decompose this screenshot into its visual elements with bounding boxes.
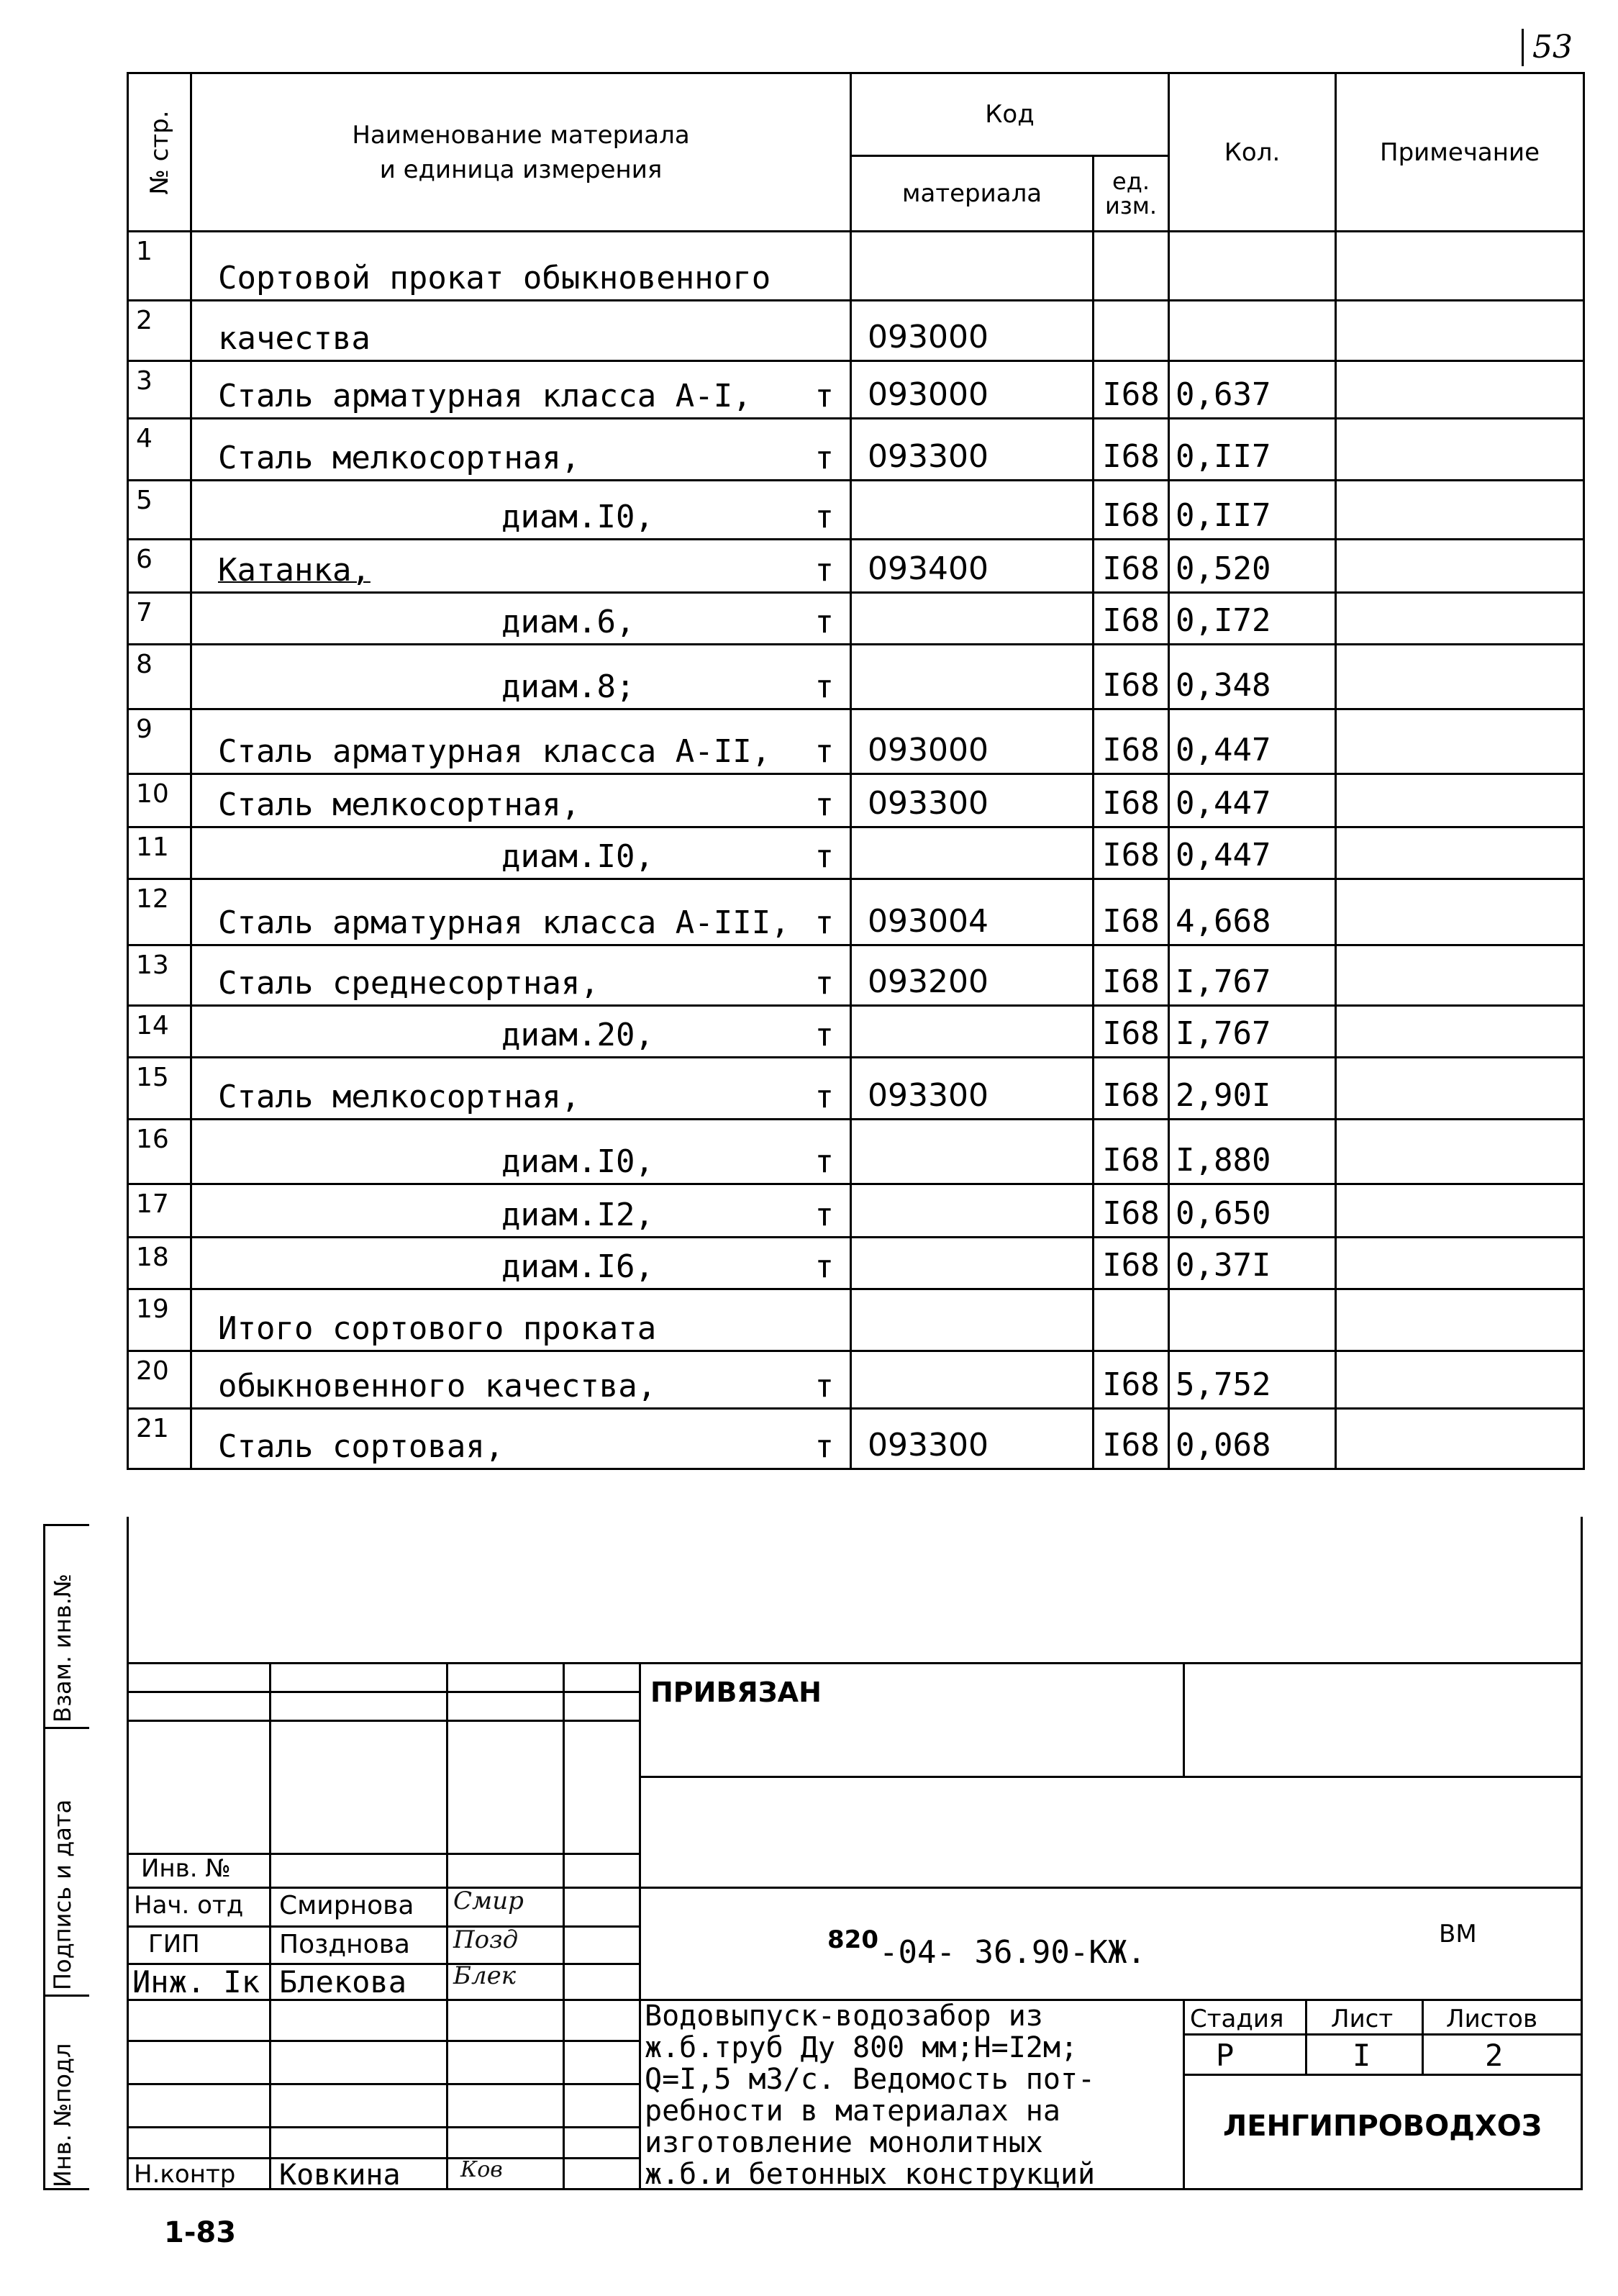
material-name-cell [191, 593, 851, 645]
unit-code: I68 [1094, 1058, 1169, 1120]
note-cell [1336, 1238, 1584, 1289]
material-name: Сталь мелкосортная, [218, 440, 581, 476]
material-unit: т [814, 904, 834, 941]
description-line: Q=I,5 м3/с. Ведомость пот- [645, 2063, 1096, 2096]
material-name-cell [191, 774, 851, 827]
material-name-cell [191, 1058, 851, 1120]
material-unit: т [814, 1368, 834, 1405]
side-divider-1 [43, 1727, 89, 1729]
unit-code: I68 [1094, 361, 1169, 419]
material-name: Итого сортового проката [218, 1310, 657, 1347]
table-row [128, 1058, 1584, 1120]
table-row [128, 774, 1584, 827]
material-name: диам.6, [501, 604, 635, 640]
row-number: 11 [128, 827, 191, 879]
unit-code: I68 [1094, 1351, 1169, 1409]
material-name: диам.I0, [501, 499, 654, 535]
note-cell [1336, 232, 1584, 301]
sheet-value: I [1353, 2038, 1371, 2073]
material-code: 093300 [851, 419, 1094, 481]
unit-code: I68 [1094, 481, 1169, 540]
table-header [128, 73, 1584, 232]
header-qty-text: Кол. [1224, 137, 1281, 167]
material-name-cell [191, 709, 851, 774]
unit-code: I68 [1094, 645, 1169, 709]
note-cell [1336, 1289, 1584, 1351]
tb-vline-sig [563, 1662, 565, 2190]
material-name: Сталь сортовая, [218, 1428, 504, 1465]
table-row [128, 1184, 1584, 1238]
material-name-cell [191, 1289, 851, 1351]
unit-code: I68 [1094, 1184, 1169, 1238]
unit-code: I68 [1094, 945, 1169, 1006]
material-name: диам.I2, [501, 1197, 654, 1233]
material-name-cell [191, 301, 851, 361]
header-row-no-text: № стр. [145, 109, 174, 195]
material-code: 093000 [851, 361, 1094, 419]
role-ncontr: Н.контр [134, 2160, 236, 2189]
page-number-divider [1522, 29, 1524, 66]
page-number: 53 [1532, 29, 1573, 65]
note-cell [1336, 1184, 1584, 1238]
material-name: Сталь арматурная класса А-I, [218, 378, 752, 414]
header-code-text: Код [985, 100, 1035, 129]
header-code-unit-text: ед. изм. [1104, 168, 1158, 219]
table-row [128, 1289, 1584, 1351]
name-gip: Позднова [279, 1930, 410, 1959]
doc-description [645, 2000, 1095, 2190]
material-unit: т [814, 378, 834, 414]
unit-code [1094, 301, 1169, 361]
table-row [128, 645, 1584, 709]
stage-label: Стадия [1190, 2005, 1284, 2033]
material-name-cell [191, 827, 851, 879]
note-cell [1336, 1120, 1584, 1184]
name-nach-otd: Смирнова [279, 1891, 414, 1920]
quantity: 0,348 [1169, 645, 1336, 709]
material-code: 093300 [851, 1409, 1094, 1469]
material-code: 093300 [851, 1058, 1094, 1120]
row-number: 12 [128, 879, 191, 945]
role-nach-otd: Нач. отд [134, 1891, 244, 1920]
quantity: 0,37I [1169, 1238, 1336, 1289]
material-unit: т [814, 1248, 834, 1285]
materials-table [127, 72, 1585, 1469]
doc-code: -04- 36.90-КЖ. [879, 1934, 1146, 1971]
note-cell [1336, 481, 1584, 540]
header-qty [1169, 73, 1336, 232]
table-row [128, 540, 1584, 593]
material-code [851, 1238, 1094, 1289]
inv-no-label: Инв. № [141, 1854, 231, 1883]
quantity [1169, 1289, 1336, 1351]
table-row [128, 232, 1584, 301]
tb-vline-role [269, 1662, 271, 2190]
header-code-unit [1094, 156, 1169, 232]
description-line: изготовление монолитных [645, 2126, 1043, 2159]
tb-line-stage-values [1183, 2074, 1583, 2076]
material-unit: т [814, 965, 834, 1002]
note-cell [1336, 645, 1584, 709]
side-label-inv-podl: Инв. №подл [49, 2043, 76, 2187]
quantity: 0,068 [1169, 1409, 1336, 1469]
material-code: 093000 [851, 301, 1094, 361]
table-row [128, 945, 1584, 1006]
row-number: 20 [128, 1351, 191, 1409]
material-name: Сталь мелкосортная, [218, 786, 581, 823]
table-row [128, 419, 1584, 481]
note-cell [1336, 774, 1584, 827]
material-name-cell [191, 419, 851, 481]
material-name-cell [191, 1120, 851, 1184]
name-ncontr: Ковкина [279, 2159, 401, 2192]
row-number: 15 [128, 1058, 191, 1120]
note-cell [1336, 1351, 1584, 1409]
note-cell [1336, 540, 1584, 593]
material-code [851, 827, 1094, 879]
material-code: 093004 [851, 879, 1094, 945]
quantity: 0,520 [1169, 540, 1336, 593]
quantity: 2,90I [1169, 1058, 1336, 1120]
unit-code: I68 [1094, 1409, 1169, 1469]
role-inzh: Инж. Iк [132, 1964, 260, 2000]
note-cell [1336, 301, 1584, 361]
row-number: 8 [128, 645, 191, 709]
organization-name: ЛЕНГИПРОВОДХОЗ [1223, 2110, 1542, 2143]
header-code [851, 73, 1169, 156]
signature-inzh: Блек [453, 1961, 517, 1990]
footer-label: 1-83 [164, 2216, 237, 2249]
row-number: 21 [128, 1409, 191, 1469]
material-name: обыкновенного качества, [218, 1368, 657, 1405]
material-unit: т [814, 1143, 834, 1180]
tb-line-doc-top [127, 1887, 1583, 1889]
material-name-cell [191, 1184, 851, 1238]
row-number: 16 [128, 1120, 191, 1184]
sheets-value: 2 [1485, 2038, 1504, 2073]
unit-code: I68 [1094, 774, 1169, 827]
table-row [128, 593, 1584, 645]
table-row [128, 1238, 1584, 1289]
quantity [1169, 301, 1336, 361]
material-unit: т [814, 1428, 834, 1465]
material-code [851, 232, 1094, 301]
material-code [851, 1120, 1094, 1184]
tb-vline-privyazan [1183, 1662, 1185, 1777]
doc-prefix: 820 [827, 1925, 878, 1954]
quantity: I,767 [1169, 1006, 1336, 1058]
table-row [128, 301, 1584, 361]
material-unit: т [814, 552, 834, 589]
header-name [191, 73, 851, 232]
unit-code: I68 [1094, 419, 1169, 481]
material-name: диам.8; [501, 668, 635, 705]
material-name-cell [191, 232, 851, 301]
note-cell [1336, 1409, 1584, 1469]
material-unit: т [814, 838, 834, 875]
side-divider-2 [43, 1995, 89, 1997]
quantity: 0,447 [1169, 774, 1336, 827]
sheet-label: Лист [1331, 2005, 1394, 2033]
row-number: 1 [128, 232, 191, 301]
header-note-text: Примечание [1380, 137, 1540, 167]
unit-code: I68 [1094, 1238, 1169, 1289]
table-row [128, 481, 1584, 540]
row-number: 19 [128, 1289, 191, 1351]
material-code [851, 1351, 1094, 1409]
material-code [851, 645, 1094, 709]
material-name-cell [191, 1238, 851, 1289]
note-cell [1336, 593, 1584, 645]
material-name: Сталь арматурная класса А-II, [218, 733, 771, 770]
unit-code [1094, 232, 1169, 301]
material-unit: т [814, 440, 834, 476]
note-cell [1336, 1058, 1584, 1120]
material-name-cell [191, 481, 851, 540]
quantity: 0,I72 [1169, 593, 1336, 645]
header-name-text: Наименование материала и единица измерения [352, 120, 690, 184]
note-cell [1336, 361, 1584, 419]
tb-line-privyazan-bottom [639, 1776, 1583, 1778]
material-name-cell [191, 645, 851, 709]
quantity: I,880 [1169, 1120, 1336, 1184]
unit-code: I68 [1094, 827, 1169, 879]
material-name: Катанка, [218, 552, 371, 589]
material-name-cell [191, 1351, 851, 1409]
table-row [128, 1120, 1584, 1184]
quantity: 5,752 [1169, 1351, 1336, 1409]
table-row [128, 827, 1584, 879]
material-name-cell [191, 1409, 851, 1469]
row-number: 4 [128, 419, 191, 481]
table-row [128, 361, 1584, 419]
material-unit: т [814, 786, 834, 823]
row-number: 2 [128, 301, 191, 361]
quantity: 0,637 [1169, 361, 1336, 419]
row-number: 17 [128, 1184, 191, 1238]
tb-vline-sheet [1305, 1999, 1307, 2074]
unit-code: I68 [1094, 879, 1169, 945]
material-code [851, 1184, 1094, 1238]
material-name: Сортовой прокат обыкновенного [218, 260, 771, 296]
material-unit: т [814, 1017, 834, 1053]
material-name: качества [218, 320, 371, 357]
sheets-label: Листов [1446, 2005, 1538, 2033]
quantity: 0,447 [1169, 709, 1336, 774]
material-name-cell [191, 945, 851, 1006]
description-line: Водовыпуск-водозабор из [645, 2000, 1043, 2033]
unit-code: I68 [1094, 1120, 1169, 1184]
material-code: 093000 [851, 709, 1094, 774]
quantity: I,767 [1169, 945, 1336, 1006]
material-unit: т [814, 733, 834, 770]
row-number: 14 [128, 1006, 191, 1058]
row-number: 5 [128, 481, 191, 540]
name-inzh: Блекова [279, 1964, 407, 2000]
table-row [128, 1409, 1584, 1469]
role-gip: ГИП [148, 1930, 200, 1959]
material-name: Сталь мелкосортная, [218, 1079, 581, 1115]
signature-nach-otd: Смир [453, 1887, 524, 1915]
header-row-no [128, 73, 191, 232]
material-unit: т [814, 668, 834, 705]
unit-code: I68 [1094, 709, 1169, 774]
description-line: ребности в материалах на [645, 2095, 1060, 2128]
quantity [1169, 232, 1336, 301]
tb-line-stage-header [1183, 2033, 1583, 2036]
material-unit: т [814, 1197, 834, 1233]
tb-vline-main [639, 1662, 641, 2190]
table-row [128, 1351, 1584, 1409]
material-unit: т [814, 604, 834, 640]
material-name: Сталь арматурная класса А-III, [218, 904, 790, 941]
note-cell [1336, 419, 1584, 481]
row-number: 18 [128, 1238, 191, 1289]
material-unit: т [814, 499, 834, 535]
material-code [851, 593, 1094, 645]
quantity: 0,650 [1169, 1184, 1336, 1238]
header-code-material [851, 156, 1094, 232]
header-note [1336, 73, 1584, 232]
header-code-material-text: материала [901, 179, 1042, 208]
note-cell [1336, 1006, 1584, 1058]
row-number: 3 [128, 361, 191, 419]
quantity: 0,II7 [1169, 419, 1336, 481]
material-name-cell [191, 1006, 851, 1058]
material-name-cell [191, 879, 851, 945]
table-row [128, 879, 1584, 945]
signature-ncontr: Ков [460, 2157, 503, 2182]
quantity: 4,668 [1169, 879, 1336, 945]
row-number: 10 [128, 774, 191, 827]
signature-gip: Позд [453, 1925, 519, 1954]
unit-code [1094, 1289, 1169, 1351]
row-number: 7 [128, 593, 191, 645]
doc-mark: ВМ [1439, 1920, 1477, 1948]
note-cell [1336, 709, 1584, 774]
table-row [128, 1006, 1584, 1058]
row-number: 6 [128, 540, 191, 593]
side-label-podpis: Подпись и дата [49, 1799, 76, 1990]
row-number: 9 [128, 709, 191, 774]
table-row [128, 709, 1584, 774]
material-name: диам.I0, [501, 838, 654, 875]
quantity: 0,II7 [1169, 481, 1336, 540]
note-cell [1336, 879, 1584, 945]
tb-line-privyazan-top [127, 1662, 1583, 1664]
table-body [128, 232, 1584, 1469]
side-label-vzam: Взам. инв.№ [49, 1573, 76, 1723]
privyazan-label: ПРИВЯЗАН [650, 1676, 822, 1708]
note-cell [1336, 827, 1584, 879]
row-number: 13 [128, 945, 191, 1006]
description-line: ж.б.и бетонных конструкций [645, 2158, 1096, 2191]
material-code: 093300 [851, 774, 1094, 827]
material-name-cell [191, 540, 851, 593]
material-code: 093200 [851, 945, 1094, 1006]
material-name: диам.I0, [501, 1143, 654, 1180]
note-cell [1336, 945, 1584, 1006]
tb-vline-name [446, 1662, 448, 2190]
quantity: 0,447 [1169, 827, 1336, 879]
material-name: диам.20, [501, 1017, 654, 1053]
material-name: Сталь среднесортная, [218, 965, 599, 1002]
stage-value: Р [1216, 2038, 1235, 2073]
material-code [851, 481, 1094, 540]
unit-code: I68 [1094, 540, 1169, 593]
material-code: 093400 [851, 540, 1094, 593]
material-code [851, 1006, 1094, 1058]
tb-vline-stage [1183, 1999, 1185, 2190]
material-name: диам.I6, [501, 1248, 654, 1285]
material-code [851, 1289, 1094, 1351]
material-unit: т [814, 1079, 834, 1115]
unit-code: I68 [1094, 593, 1169, 645]
material-name-cell [191, 361, 851, 419]
unit-code: I68 [1094, 1006, 1169, 1058]
description-line: ж.б.труб Ду 800 мм;Н=I2м; [645, 2031, 1078, 2064]
tb-vline-sheets [1422, 1999, 1424, 2074]
